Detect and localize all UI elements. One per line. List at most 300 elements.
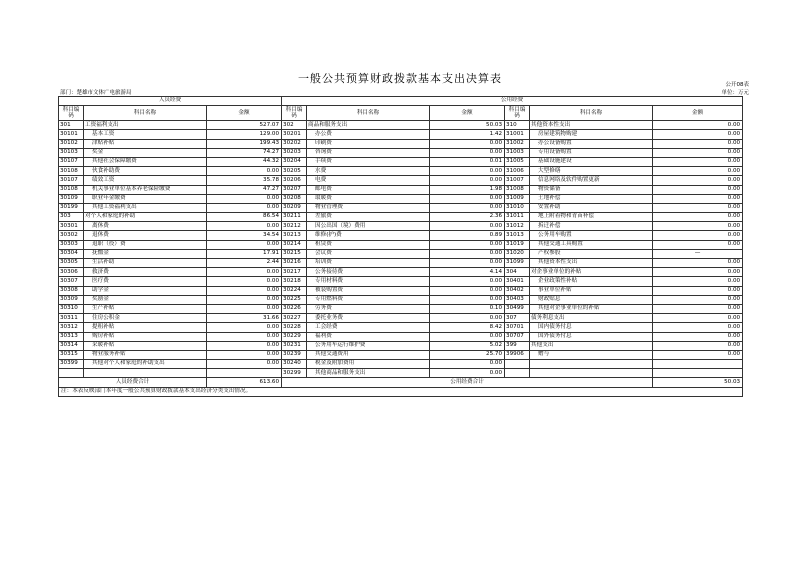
cell-name: 印刷费 — [307, 139, 430, 148]
cell-name: 因公出国（境）费用 — [307, 222, 430, 231]
cell-code: 30216 — [282, 259, 307, 268]
cell-name: 生产补贴 — [84, 304, 207, 313]
cell-amount: 0.00 — [653, 286, 743, 295]
cell-name: 基本工资 — [84, 130, 207, 139]
col-amount-header: 金额 — [430, 106, 505, 121]
cell-code: 30213 — [282, 231, 307, 240]
cell-code: 30401 — [505, 277, 530, 286]
table-row — [59, 249, 743, 258]
cell-amount: 0.00 — [653, 277, 743, 286]
cell-name: 伙食补助费 — [84, 167, 207, 176]
cell-name: 工会经费 — [307, 323, 430, 332]
cell-code: 30215 — [282, 249, 307, 258]
cell-name: 福利费 — [307, 332, 430, 341]
col-code-header: 科目编码 — [282, 106, 307, 121]
cell-name: 医疗费 — [84, 277, 207, 286]
cell-amount: 5.02 — [430, 341, 505, 350]
cell-code: 30204 — [282, 157, 307, 166]
cell-name: 咨询费 — [307, 148, 430, 157]
table-row — [59, 121, 743, 130]
cell-code: 30315 — [59, 350, 84, 359]
cell-code: 30231 — [282, 341, 307, 350]
table-row — [59, 148, 743, 157]
table-row — [59, 222, 743, 231]
cell-code — [505, 360, 530, 369]
cell-code: 30402 — [505, 286, 530, 295]
cell-code: 31006 — [505, 167, 530, 176]
col-name-header: 科目名称 — [307, 106, 430, 121]
cell-amount: 0.00 — [207, 203, 282, 212]
cell-amount: 0.00 — [430, 194, 505, 203]
table-row — [59, 259, 743, 268]
cell-code: 30307 — [59, 277, 84, 286]
table-row — [59, 240, 743, 249]
public-total-label: 公用经费合计 — [282, 378, 653, 387]
cell-amount: 31.66 — [207, 314, 282, 323]
table-row — [59, 277, 743, 286]
cell-amount: 0.89 — [430, 231, 505, 240]
table-row — [59, 341, 743, 350]
table-row — [59, 332, 743, 341]
cell-amount: 0.00 — [207, 295, 282, 304]
cell-name: 大型修缮 — [530, 167, 653, 176]
cell-name: 专用材料费 — [307, 277, 430, 286]
cell-code: 30202 — [282, 139, 307, 148]
cell-code: 30240 — [282, 360, 307, 369]
cell-amount: 0.00 — [207, 277, 282, 286]
cell-code: 30208 — [282, 194, 307, 203]
cell-amount: 0.00 — [430, 148, 505, 157]
cell-code: 30302 — [59, 231, 84, 240]
cell-code: 30310 — [59, 304, 84, 313]
cell-code: 30101 — [59, 130, 84, 139]
table-row — [59, 295, 743, 304]
cell-amount: — — [653, 249, 743, 258]
cell-code: 30108 — [59, 185, 84, 194]
cell-code: 39906 — [505, 350, 530, 359]
table-row — [59, 360, 743, 369]
cell-amount: 0.00 — [207, 286, 282, 295]
cell-amount: 0.00 — [653, 268, 743, 277]
cell-name: 其他资本性支出 — [530, 259, 653, 268]
cell-name: 对企事业单位的补贴 — [530, 268, 653, 277]
cell-code: 30217 — [282, 268, 307, 277]
cell-code: 30299 — [282, 369, 307, 378]
cell-code: 30228 — [282, 323, 307, 332]
cell-name: 津贴补贴 — [84, 139, 207, 148]
cell-amount: 199.43 — [207, 139, 282, 148]
cell-amount: 0.00 — [653, 203, 743, 212]
table-row — [59, 314, 743, 323]
table-row — [59, 194, 743, 203]
table-row — [59, 203, 743, 212]
cell-code: 30226 — [282, 304, 307, 313]
cell-code: 30212 — [282, 222, 307, 231]
cell-amount: 0.00 — [653, 240, 743, 249]
cell-name: 邮电费 — [307, 185, 430, 194]
col-name-header: 科目名称 — [530, 106, 653, 121]
cell-code: 303 — [59, 213, 84, 222]
cell-amount: 0.00 — [653, 341, 743, 350]
cell-amount: 0.00 — [430, 369, 505, 378]
cell-code: 30701 — [505, 323, 530, 332]
cell-code: 30224 — [282, 286, 307, 295]
cell-amount: 8.42 — [430, 323, 505, 332]
cell-amount: 0.00 — [653, 121, 743, 130]
cell-code: 307 — [505, 314, 530, 323]
cell-name: 土地补偿 — [530, 194, 653, 203]
table-row — [59, 185, 743, 194]
cell-name — [530, 369, 653, 378]
table-row — [59, 286, 743, 295]
cell-amount: 0.00 — [430, 176, 505, 185]
cell-name: 对个人和家庭的补助 — [84, 213, 207, 222]
cell-name: 救济费 — [84, 268, 207, 277]
cell-amount: 0.00 — [430, 203, 505, 212]
cell-name: 信息网络及软件购置更新 — [530, 176, 653, 185]
cell-code: 301 — [59, 121, 84, 130]
cell-code: 30102 — [59, 139, 84, 148]
cell-code: 31013 — [505, 231, 530, 240]
cell-name: 购房补贴 — [84, 332, 207, 341]
cell-code: 30207 — [282, 185, 307, 194]
cell-code: 30311 — [59, 314, 84, 323]
cell-name: 电费 — [307, 176, 430, 185]
cell-amount: 0.00 — [207, 360, 282, 369]
cell-name: 税金及附加费用 — [307, 360, 430, 369]
table-row — [59, 213, 743, 222]
cell-amount: 0.00 — [430, 249, 505, 258]
col-name-header: 科目名称 — [84, 106, 207, 121]
cell-name: 安置补助 — [530, 203, 653, 212]
cell-code: 31003 — [505, 148, 530, 157]
cell-amount: 0.00 — [430, 139, 505, 148]
cell-amount: 47.27 — [207, 185, 282, 194]
cell-amount: 0.00 — [653, 222, 743, 231]
cell-name: 其他对企事业单位的补贴 — [530, 304, 653, 313]
cell-amount: 0.00 — [653, 130, 743, 139]
cell-code: 30199 — [59, 203, 84, 212]
cell-name: 住房公积金 — [84, 314, 207, 323]
cell-name: 物业管理费 — [307, 203, 430, 212]
cell-name: 抚恤金 — [84, 249, 207, 258]
cell-amount: 17.91 — [207, 249, 282, 258]
cell-amount: 0.00 — [430, 240, 505, 249]
cell-amount: 0.01 — [430, 157, 505, 166]
table-body — [59, 121, 743, 378]
cell-code: 31019 — [505, 240, 530, 249]
cell-code: 30314 — [59, 341, 84, 350]
cell-amount: 2.44 — [207, 259, 282, 268]
cell-code: 30214 — [282, 240, 307, 249]
cell-code: 304 — [505, 268, 530, 277]
cell-code: 302 — [282, 121, 307, 130]
cell-code: 399 — [505, 341, 530, 350]
cell-code: 30301 — [59, 222, 84, 231]
cell-code: 310 — [505, 121, 530, 130]
cell-amount: 0.00 — [653, 314, 743, 323]
cell-code: 30403 — [505, 295, 530, 304]
cell-code: 31099 — [505, 259, 530, 268]
cell-code — [505, 369, 530, 378]
cell-name: 委托业务费 — [307, 314, 430, 323]
cell-amount: 0.00 — [653, 295, 743, 304]
cell-name: 差旅费 — [307, 213, 430, 222]
cell-name: 公务用车购置 — [530, 231, 653, 240]
cell-amount: 129.00 — [207, 130, 282, 139]
cell-name: 工资福利支出 — [84, 121, 207, 130]
note-row — [59, 387, 743, 396]
cell-name: 手续费 — [307, 157, 430, 166]
cell-amount: 0.00 — [653, 167, 743, 176]
cell-amount: 0.00 — [653, 231, 743, 240]
cell-name: 企业政策性补贴 — [530, 277, 653, 286]
cell-code: 31010 — [505, 203, 530, 212]
cell-code: 31002 — [505, 139, 530, 148]
cell-code: 30303 — [59, 240, 84, 249]
cell-code: 30227 — [282, 314, 307, 323]
cell-amount: 0.00 — [430, 314, 505, 323]
cell-name: 取暖费 — [307, 194, 430, 203]
cell-code: 30103 — [59, 148, 84, 157]
cell-name: 生活补助 — [84, 259, 207, 268]
cell-code: 30499 — [505, 304, 530, 313]
cell-name: 物资储备 — [530, 185, 653, 194]
cell-name: 助学金 — [84, 286, 207, 295]
cell-name: 劳务费 — [307, 304, 430, 313]
table-row — [59, 350, 743, 359]
table-row — [59, 323, 743, 332]
cell-amount: 86.54 — [207, 213, 282, 222]
cell-code: 30399 — [59, 360, 84, 369]
cell-amount: 0.00 — [430, 332, 505, 341]
cell-code: 30209 — [282, 203, 307, 212]
cell-amount: 0.00 — [207, 222, 282, 231]
cell-amount — [207, 369, 282, 378]
unit-label: 单位：万元 — [721, 90, 749, 96]
cell-amount: 0.00 — [207, 194, 282, 203]
cell-amount: 0.00 — [653, 304, 743, 313]
col-amount-header: 金额 — [653, 106, 743, 121]
cell-name: 职业年金缴费 — [84, 194, 207, 203]
cell-code: 30229 — [282, 332, 307, 341]
cell-amount: 0.00 — [207, 268, 282, 277]
cell-code: 30107 — [59, 176, 84, 185]
cell-name: 培训费 — [307, 259, 430, 268]
form-code: 公开08表 — [725, 82, 749, 88]
cell-amount: 0.00 — [207, 304, 282, 313]
cell-amount: 0.00 — [430, 295, 505, 304]
cell-name: 房屋建筑物购建 — [530, 130, 653, 139]
cell-code: 30305 — [59, 259, 84, 268]
cell-name: 租赁费 — [307, 240, 430, 249]
table-row — [59, 157, 743, 166]
cell-name: 其他对个人和家庭的补助支出 — [84, 360, 207, 369]
cell-code: 30304 — [59, 249, 84, 258]
public-total-value: 50.03 — [653, 378, 743, 387]
cell-name: 办公费 — [307, 130, 430, 139]
cell-name: 会议费 — [307, 249, 430, 258]
cell-name: 地上附着物和青苗补偿 — [530, 213, 653, 222]
table-note: 注：本表反映部门本年度一般公共预算财政拨款基本支出经济分类支出情况。 — [59, 387, 743, 396]
cell-code: 31007 — [505, 176, 530, 185]
cell-name: 其他支出 — [530, 341, 653, 350]
cell-name: 绩效工资 — [84, 176, 207, 185]
cell-name: 维修(护)费 — [307, 231, 430, 240]
cell-name: 退职（役）费 — [84, 240, 207, 249]
cell-amount: 0.10 — [430, 304, 505, 313]
cell-amount: 0.00 — [653, 185, 743, 194]
cell-code: 31011 — [505, 213, 530, 222]
cell-amount: 0.00 — [207, 323, 282, 332]
cell-amount: 44.32 — [207, 157, 282, 166]
public-expense-header: 公用经费 — [282, 97, 743, 106]
cell-name: 采暖补贴 — [84, 341, 207, 350]
cell-code: 30309 — [59, 295, 84, 304]
cell-name: 奖金 — [84, 148, 207, 157]
table-row — [59, 304, 743, 313]
cell-name: 办公设备购置 — [530, 139, 653, 148]
col-code-header: 科目编码 — [505, 106, 530, 121]
cell-name: 其他资本性支出 — [530, 121, 653, 130]
cell-amount: 34.54 — [207, 231, 282, 240]
cell-amount: 0.00 — [653, 350, 743, 359]
table-row — [59, 130, 743, 139]
personnel-expense-header: 人员经费 — [59, 97, 282, 106]
cell-code: 31020 — [505, 249, 530, 258]
personnel-total-value: 613.60 — [207, 378, 282, 387]
cell-amount: 0.00 — [653, 194, 743, 203]
cell-amount: 2.36 — [430, 213, 505, 222]
cell-name: 拆迁补偿 — [530, 222, 653, 231]
cell-amount: 0.00 — [430, 259, 505, 268]
cell-code: 31005 — [505, 157, 530, 166]
cell-amount: 50.03 — [430, 121, 505, 130]
cell-amount: 0.00 — [207, 167, 282, 176]
cell-amount — [653, 360, 743, 369]
cell-code — [59, 369, 84, 378]
cell-name: 其他交通工具购置 — [530, 240, 653, 249]
cell-amount: 0.00 — [653, 176, 743, 185]
cell-code: 30308 — [59, 286, 84, 295]
personnel-total-label: 人员经费合计 — [59, 378, 207, 387]
cell-name: 其他交通费用 — [307, 350, 430, 359]
cell-name — [530, 360, 653, 369]
cell-name: 离休费 — [84, 222, 207, 231]
cell-code: 30107 — [59, 157, 84, 166]
cell-name: 其他社会保障缴费 — [84, 157, 207, 166]
cell-name: 其他工资福利支出 — [84, 203, 207, 212]
cell-amount: 0.00 — [653, 323, 743, 332]
cell-name: 退休费 — [84, 231, 207, 240]
cell-amount: 0.00 — [430, 222, 505, 231]
cell-amount: 74.27 — [207, 148, 282, 157]
cell-amount: 0.00 — [430, 360, 505, 369]
cell-code: 30218 — [282, 277, 307, 286]
cell-name: 国外债务付息 — [530, 332, 653, 341]
cell-amount: 1.98 — [430, 185, 505, 194]
cell-code: 30203 — [282, 148, 307, 157]
cell-code: 31001 — [505, 130, 530, 139]
cell-name: 水费 — [307, 167, 430, 176]
cell-amount: 0.00 — [653, 213, 743, 222]
cell-amount: 1.42 — [430, 130, 505, 139]
cell-name: 事业单位补贴 — [530, 286, 653, 295]
cell-amount: 0.00 — [653, 157, 743, 166]
table-row — [59, 176, 743, 185]
cell-name: 专用燃料费 — [307, 295, 430, 304]
table-row — [59, 167, 743, 176]
cell-code: 30205 — [282, 167, 307, 176]
cell-amount: 35.78 — [207, 176, 282, 185]
department-label: 部门：楚雄市文体广电旅游局 — [60, 90, 132, 96]
cell-code: 30206 — [282, 176, 307, 185]
report-title: 一般公共预算财政拨款基本支出决算表 — [298, 72, 502, 85]
cell-code: 30313 — [59, 332, 84, 341]
cell-name: 商品和服务支出 — [307, 121, 430, 130]
cell-name: 财政贴息 — [530, 295, 653, 304]
col-code-header: 科目编码 — [59, 106, 84, 121]
cell-name: 国内债务付息 — [530, 323, 653, 332]
cell-code: 31008 — [505, 185, 530, 194]
cell-code: 30225 — [282, 295, 307, 304]
cell-amount: 0.00 — [653, 148, 743, 157]
cell-name: 产权参股 — [530, 249, 653, 258]
cell-amount: 25.70 — [430, 350, 505, 359]
cell-name: 公务用车运行维护费 — [307, 341, 430, 350]
totals-row — [59, 378, 743, 387]
cell-code: 30707 — [505, 332, 530, 341]
table-row — [59, 369, 743, 378]
cell-code: 30306 — [59, 268, 84, 277]
table-row — [59, 268, 743, 277]
cell-amount: 0.00 — [207, 350, 282, 359]
cell-name: 债务利息支出 — [530, 314, 653, 323]
cell-name: 奖励金 — [84, 295, 207, 304]
cell-name: 基础设施建设 — [530, 157, 653, 166]
cell-amount: 0.00 — [653, 139, 743, 148]
cell-amount: 0.00 — [430, 277, 505, 286]
cell-amount: 0.00 — [653, 259, 743, 268]
cell-name: 其他商品和服务支出 — [307, 369, 430, 378]
cell-code: 30239 — [282, 350, 307, 359]
cell-name: 被装购置费 — [307, 286, 430, 295]
cell-name: 赠与 — [530, 350, 653, 359]
cell-code: 31012 — [505, 222, 530, 231]
cell-amount: 0.00 — [430, 286, 505, 295]
expenditure-table — [58, 96, 743, 397]
cell-name — [84, 369, 207, 378]
cell-code: 30108 — [59, 167, 84, 176]
cell-name: 提租补贴 — [84, 323, 207, 332]
cell-code: 30312 — [59, 323, 84, 332]
table-row — [59, 139, 743, 148]
cell-amount: 4.14 — [430, 268, 505, 277]
cell-amount: 527.07 — [207, 121, 282, 130]
cell-name: 专用设备购置 — [530, 148, 653, 157]
cell-amount: 0.00 — [207, 240, 282, 249]
col-amount-header: 金额 — [207, 106, 282, 121]
cell-amount: 0.00 — [207, 341, 282, 350]
cell-amount: 0.00 — [653, 332, 743, 341]
cell-amount — [653, 369, 743, 378]
cell-code: 30109 — [59, 194, 84, 203]
cell-amount: 0.00 — [207, 332, 282, 341]
cell-amount: 0.00 — [430, 167, 505, 176]
table-row — [59, 231, 743, 240]
cell-name: 公务接待费 — [307, 268, 430, 277]
cell-code: 30211 — [282, 213, 307, 222]
